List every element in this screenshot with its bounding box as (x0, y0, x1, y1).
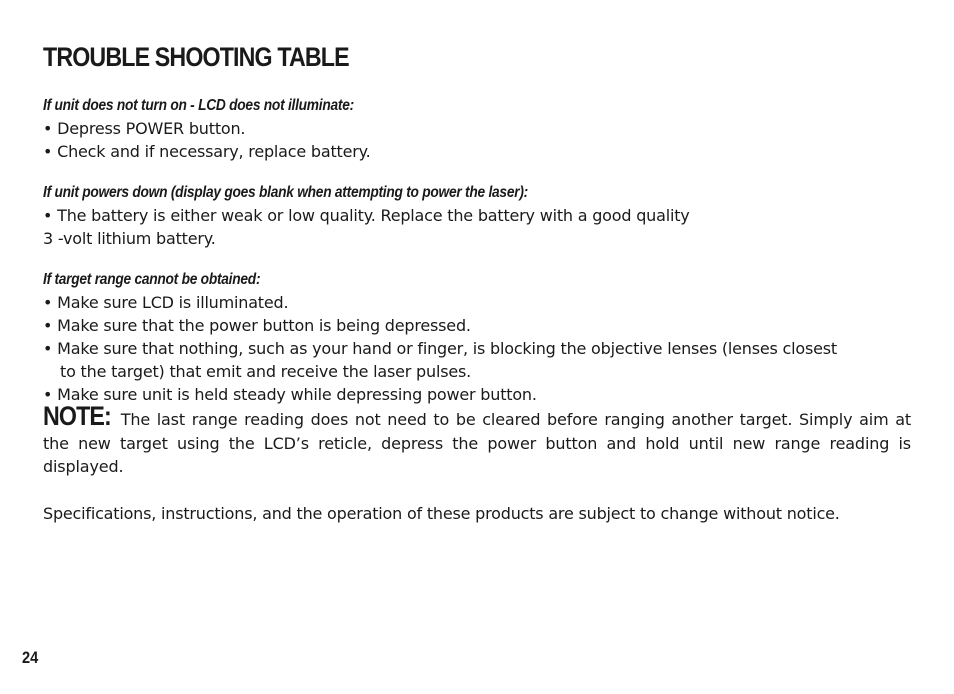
section-no-power (43, 94, 913, 163)
note-label: NOTE: (43, 401, 111, 431)
section-no-range (43, 268, 913, 406)
note-paragraph (43, 401, 911, 479)
manual-page (43, 38, 913, 525)
list-item: • Make sure LCD is illuminated. (43, 293, 289, 312)
list-item: • Make sure unit is held steady while depressing power button. (43, 385, 537, 404)
note-text: The last range reading does not need to be cleared before ranging another target. Simply aim at the new target using the LCD’s reticle, depress the power button and hold until new range reading is displayed. (43, 410, 911, 476)
list-item: • Make sure that the power button is being depressed. (43, 316, 471, 335)
disclaimer-text: Specifications, instructions, and the operation of these products are subject to change without notice. (43, 503, 840, 523)
section-heading: If unit powers down (display goes blank when attempting to power the laser): (43, 184, 528, 201)
section-powers-down (43, 181, 913, 250)
section-heading: If target range cannot be obtained: (43, 271, 261, 288)
list-item: • Make sure that nothing, such as your hand or finger, is blocking the objective lenses (lenses closest (43, 339, 837, 358)
list-item-continuation: to the target) that emit and receive the laser pulses. (60, 362, 472, 381)
section-heading: If unit does not turn on - LCD does not illuminate: (43, 97, 354, 114)
list-item: • The battery is either weak or low quality. Replace the battery with a good quality (43, 206, 690, 225)
list-item: • Depress POWER button. (43, 119, 246, 138)
list-item: • Check and if necessary, replace battery. (43, 142, 371, 161)
list-item-continuation: 3 -volt lithium battery. (43, 229, 216, 248)
page-number: 24 (22, 648, 39, 667)
page-title: TROUBLE SHOOTING TABLE (43, 42, 349, 72)
